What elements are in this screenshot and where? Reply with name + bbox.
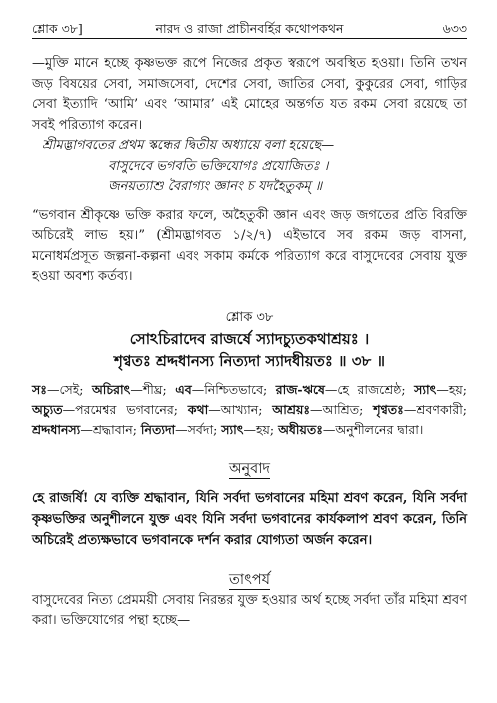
paragraph-quote-translation: “ভগবান শ্রীকৃষ্ণে ভক্তি করার ফলে, অহৈতুকী জ্ঞান এবং জড় জগতের প্রতি বিরক্তি অচিরেই লাভ হয়।” (শ্রীমদ্ভাগবত ১/২/৭) এইভাবে সব রকম জড় বাসনা, মনোধর্মপ্রসূত জল্পনা-কল্পনা এবং সকাম কর্মকে পরিত্যাগ করে বাসুদেবের সেবায় যুক্ত হওয়া অবশ্য কর্তব্য।	[32, 207, 468, 284]
page-number: ৬৩৩	[442, 21, 467, 36]
quoted-verse	[108, 157, 467, 198]
translation-text: হে রাজর্ষি! যে ব্যক্তি শ্রদ্ধাবান, যিনি সর্বদা ভগবানের মহিমা শ্রবণ করেন, যিনি সর্বদা কৃষ্ণভক্তির অনুশীলনে যুক্ত এবং যিনি সর্বদা ভগবানের কার্যকলাপ শ্রবণ করেন, তিনি অচিরেই প্রত্যক্ষভাবে ভগবানকে দর্শন করার যোগ্যতা অর্জন করেন।	[32, 490, 468, 548]
sloka-heading: শ্লোক ৩৮	[225, 309, 274, 325]
sloka-line-1: সোঽচিরাদেব রাজর্ষে স্যাদচ্যুতকথাশ্রয়ঃ ।	[129, 329, 370, 348]
translation-heading: অনুবাদ	[228, 460, 271, 477]
paragraph-quote-intro: শ্রীমদ্ভাগবতের প্রথম স্কন্ধের দ্বিতীয় অধ্যায়ে বলা হয়েছে—	[42, 138, 335, 153]
page-content	[32, 54, 467, 632]
header-verse-ref: শ্লোক ৩৮]	[32, 21, 83, 36]
word-synonyms: সঃ—সেই; অচিরাৎ—শীঘ্র; এব—নিশ্চিতভাবে; রাজ-ঋষে—হে রাজশ্রেষ্ঠ; স্যাৎ—হয়; অচ্যুত—পরমেশ্বর ভগবানের; কথা—আখ্যান; আশ্রয়ঃ—আশ্রিত; শৃণ্বতঃ—শ্রবণকারী; শ্রদ্দধানস্য—শ্রদ্ধাবান; নিত্যদা—সর্বদা; স্যাৎ—হয়; অধীয়তঃ—অনুশীলনের দ্বারা।	[32, 381, 467, 437]
paragraph-liberation: —মুক্তি মানে হচ্ছে কৃষ্ণভক্ত রূপে নিজের প্রকৃত স্বরূপে অবস্থিত হওয়া। তিনি তখন জড় বিষয়ের সেবা, সমাজসেবা, দেশের সেবা, জাতির সেবা, কুকুরের সেবা, গাড়ির সেবা ইত্যাদি ‘আমি’ এবং ‘আমার’ এই মোহের অন্তর্গত যত রকম সেবা রয়েছে তা সবই পরিত্যাগ করেন।	[32, 56, 467, 133]
purport-text: বাসুদেবের নিত্য প্রেমময়ী সেবায় নিরন্তর যুক্ত হওয়ার অর্থ হচ্ছে সর্বদা তাঁর মহিমা শ্রবণ করা। ভক্তিযোগের পন্থা হচ্ছে—	[32, 592, 467, 628]
sloka-line-2: শৃণ্বতঃ শ্রদ্দধানস্য নিত্যদা স্যাদধীয়তঃ ॥ ৩৮ ॥	[114, 351, 385, 370]
header-chapter-title: নারদ ও রাজা প্রাচীনবর্হির কথোপকথন	[155, 21, 344, 36]
running-header	[32, 20, 467, 39]
purport-heading: তাৎপর্য	[228, 571, 271, 588]
quoted-verse-line-2: জনয়ত্যাশু বৈরাগ্যং জ্ঞানং চ যদহৈতুকম্ ॥	[108, 179, 323, 194]
quoted-verse-line-1: বাসুদেবে ভগবতি ভক্তিযোগঃ প্রযোজিতঃ ।	[108, 158, 329, 174]
